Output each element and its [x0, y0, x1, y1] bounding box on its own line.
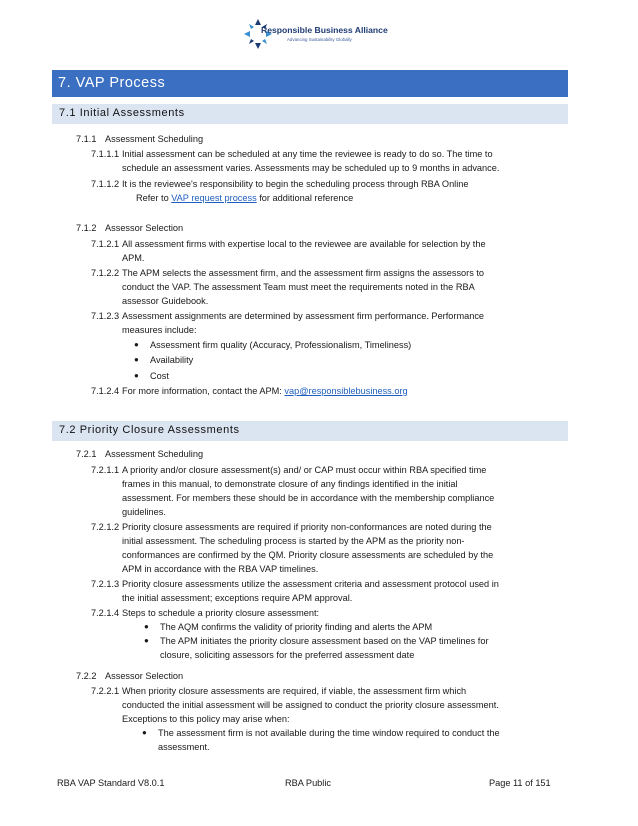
title-7-1-1: Assessment Scheduling: [105, 134, 204, 144]
text-7-2-1-2-line2: initial assessment. The scheduling process is started by the APM as the priority non-: [122, 536, 465, 546]
heading-7-2-bar: [52, 421, 568, 441]
heading-7-1-bar: [52, 104, 568, 124]
text-7-2-2-1-line1: When priority closure assessments are required, if viable, the assessment firm which: [122, 686, 467, 696]
bullet-7-2-2-1-a-line1: The assessment firm is not available during the time window required to conduct the: [158, 728, 500, 738]
num-7-1-1: 7.1.1: [76, 134, 97, 144]
text-7-1-1-1-line1: Initial assessment can be scheduled at any time the reviewee is ready to do so. The time to: [122, 149, 493, 159]
contact-text: For more information, contact the APM:: [122, 386, 285, 396]
title-7-1-2: Assessor Selection: [105, 223, 184, 233]
heading-7-1: 7.1 Initial Assessments: [59, 107, 185, 119]
num-7-1-2: 7.1.2: [76, 223, 97, 233]
num-7-1-1-2: 7.1.1.2: [91, 179, 120, 189]
text-7-2-2-1-line3: Exceptions to this policy may arise when:: [122, 714, 290, 724]
num-7-2-1-4: 7.2.1.4: [91, 608, 120, 618]
num-7-2-1: 7.2.1: [76, 449, 97, 459]
bullet-icon: ●: [144, 622, 149, 631]
title-7-2-2: Assessor Selection: [105, 671, 184, 681]
bullet-icon: ●: [144, 636, 149, 645]
text-7-1-2-2-line2: conduct the VAP. The assessment Team must meet the requirements noted in the RBA: [122, 282, 475, 292]
text-7-2-2-1-line2: conducted the initial assessment will be assigned to conduct the priority closure assessment.: [122, 700, 499, 710]
bullet-7-2-1-4-b-line1: The APM initiates the priority closure assessment based on the VAP timelines for: [160, 636, 489, 646]
refer-pre: Refer to: [136, 193, 172, 203]
text-7-1-2-1-line2: APM.: [122, 253, 145, 263]
text-7-2-1-2-line4: APM in accordance with the RBA VAP timelines.: [122, 564, 319, 574]
bullet-icon: ●: [134, 355, 139, 364]
text-7-2-1-2-line1: Priority closure assessments are required if priority non-conformances are noted during the: [122, 522, 492, 532]
bullet-7-2-1-4-a: The AQM confirms the validity of priority finding and alerts the APM: [160, 622, 433, 632]
footer-center: RBA Public: [285, 778, 331, 788]
text-7-2-1-3-line1: Priority closure assessments utilize the assessment criteria and assessment protocol used in: [122, 579, 499, 589]
text-7-2-1-1-line1: A priority and/or closure assessment(s) and/ or CAP must occur within RBA specified time: [122, 465, 487, 475]
num-7-2-1-3: 7.2.1.3: [91, 579, 120, 589]
title-7-2-1: Assessment Scheduling: [105, 449, 204, 459]
text-7-2-1-2-line3: conformances are confirmed by the QM. Priority closure assessments are scheduled by the: [122, 550, 494, 560]
section-title-bar: [52, 70, 568, 97]
num-7-2-1-1: 7.2.1.1: [91, 465, 120, 475]
apm-email-link[interactable]: vap@responsiblebusiness.org: [284, 386, 408, 396]
bullet-7-2-2-1-a-line2: assessment.: [158, 742, 210, 752]
text-7-1-1-2-line1: It is the reviewee's responsibility to begin the scheduling process through RBA Online: [122, 179, 469, 189]
footer-left: RBA VAP Standard V8.0.1: [57, 778, 165, 788]
text-7-1-2-3-line1: Assessment assignments are determined by assessment firm performance. Performance: [122, 311, 485, 321]
num-7-2-2-1: 7.2.2.1: [91, 686, 120, 696]
bullet-7-1-2-3-c: Cost: [150, 371, 169, 381]
bullet-icon: ●: [134, 371, 139, 380]
num-7-1-2-1: 7.1.2.1: [91, 239, 120, 249]
bullet-7-1-2-3-b: Availability: [150, 355, 194, 365]
bullet-icon: ●: [142, 728, 147, 737]
num-7-2-1-2: 7.2.1.2: [91, 522, 120, 532]
bullet-7-2-1-4-b-line2: closure, soliciting assessors for the preferred assessment date: [160, 650, 415, 660]
section-title: 7. VAP Process: [58, 75, 166, 91]
num-7-1-1-1: 7.1.1.1: [91, 149, 120, 159]
logo-tagline: Advancing Sustainability Globally: [287, 37, 352, 42]
num-7-1-2-3: 7.1.2.3: [91, 311, 120, 321]
heading-7-2: 7.2 Priority Closure Assessments: [59, 424, 240, 436]
text-7-2-1-4: Steps to schedule a priority closure assessment:: [122, 608, 320, 618]
num-7-1-2-4: 7.1.2.4: [91, 386, 120, 396]
text-7-2-1-1-line4: guidelines.: [122, 507, 166, 517]
text-7-1-2-4: [122, 385, 408, 397]
bullet-7-1-2-3-a: Assessment firm quality (Accuracy, Professionalism, Timeliness): [150, 340, 412, 350]
logo-name: Responsible Business Alliance: [261, 25, 388, 35]
text-7-2-1-1-line2: frames in this manual, to demonstrate closure of any findings identified in the initial: [122, 479, 458, 489]
text-7-2-1-1-line3: assessment. For members these should be in accordance with the membership compliance: [122, 493, 495, 503]
num-7-2-2: 7.2.2: [76, 671, 97, 681]
text-7-1-1-1-line2: schedule an assessment varies. Assessments may be scheduled up to 9 months in advance.: [122, 163, 500, 173]
text-7-2-1-3-line2: the initial assessment; exceptions require APM approval.: [122, 593, 353, 603]
text-7-1-2-2-line1: The APM selects the assessment firm, and the assessment firm assigns the assessors to: [122, 268, 485, 278]
text-7-1-1-2-refer: [136, 192, 353, 204]
text-7-1-2-2-line3: assessor Guidebook.: [122, 296, 209, 306]
text-7-1-2-1-line1: All assessment firms with expertise local to the reviewee are available for selection by the: [122, 239, 486, 249]
bullet-icon: ●: [134, 340, 139, 349]
vap-request-process-link[interactable]: VAP request process: [171, 193, 257, 203]
refer-post: for additional reference: [256, 193, 354, 203]
text-7-1-2-3-line2: measures include:: [122, 325, 197, 335]
footer-page-number: Page 11 of 151: [489, 778, 551, 788]
num-7-1-2-2: 7.1.2.2: [91, 268, 120, 278]
